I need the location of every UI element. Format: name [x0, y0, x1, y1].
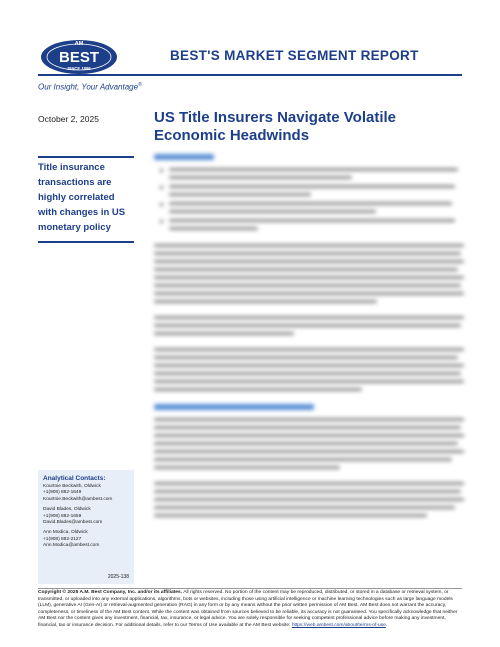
copyright-bold: Copyright © 2025 A.M. Best Company, Inc. and/or its affiliates. [38, 590, 183, 595]
tagline-registered-mark: ® [138, 82, 142, 88]
contact-name: Ann Modica, Oldwick [43, 530, 88, 536]
contact-entry [43, 484, 129, 503]
paragraph [154, 482, 464, 517]
logo-best-text: BEST [58, 49, 100, 66]
contact-entry [43, 507, 129, 526]
pullquote: Title insurance transactions are highly correlated with changes in US monetary policy [38, 162, 126, 233]
paragraph [154, 348, 464, 391]
pullquote-top-rule [38, 156, 134, 158]
contact-name: David Blades, Oldwick [43, 507, 91, 513]
contact-email[interactable]: Ann.Modica@ambest.com [43, 543, 100, 549]
report-date: October 2, 2025 [38, 114, 99, 124]
bullet-item [154, 168, 464, 184]
copyright-end: . [385, 622, 388, 628]
logo-am-text: AM [74, 41, 84, 47]
tagline-text: Our Insight, Your Advantage [38, 82, 139, 92]
report-series-title: BEST'S MARKET SEGMENT REPORT [170, 48, 419, 63]
pullquote-bottom-rule [38, 241, 134, 243]
key-takeaways-heading-blurred [154, 154, 214, 160]
footer-divider [38, 588, 462, 589]
article-body-blurred [154, 154, 464, 522]
contact-phone: +1(908) 882-1649 [43, 490, 82, 496]
copyright-notice [38, 590, 464, 630]
bullet-item [154, 202, 464, 218]
analytical-contacts-box [38, 470, 134, 584]
contact-entry [43, 530, 129, 549]
contact-phone: +1(908) 882-2127 [43, 536, 82, 542]
paragraph [154, 316, 464, 335]
contact-email[interactable]: Kourtnie.Beckwith@ambest.com [43, 496, 113, 502]
contacts-title: Analytical Contacts: [43, 475, 106, 482]
report-number: 2025-138 [107, 574, 129, 580]
copyright-text: All rights reserved. No portion of the content may be reproduced, distributed, or stored in a database or retrieval system, or transmitted, or uploaded into any external applications, algorithms, bots or websites, including those using artificial intelligence or machine learning technologies such as large language models (LLM), generative AI (Gen-AI) or retrieval-augmented generation (RAG) in any form or by any means without the prior written permission of AM Best. AM Best does not warrant the accuracy, completeness, or timeliness of the AM Best content. While the content was obtained from sources believed to be reliable, its accuracy is not guaranteed. You specifically acknowledge that neither AM Best nor the content gives any investment, financial, tax, insurance, or legal advice. You are solely responsible for seeking competent professional advice before making any investment, financial, tax or insurance decision. For additional details, refer to our Terms of Use available at the AM Best website: [38, 590, 458, 628]
section-heading-blurred [154, 404, 314, 410]
logo-since-text: SINCE 1899 [67, 66, 91, 71]
contact-name: Kourtnie Beckwith, Oldwick [43, 484, 101, 489]
terms-of-use-link[interactable]: https://web.ambest.com/about/terms-of-use [291, 622, 386, 628]
paragraph [154, 418, 464, 469]
contact-phone: +1(908) 882-1659 [43, 513, 82, 519]
bullet-item [154, 185, 464, 201]
paragraph [154, 244, 464, 303]
bullet-item [154, 219, 464, 235]
article-headline: US Title Insurers Navigate Volatile Economic Headwinds [154, 109, 397, 144]
header-divider [38, 74, 462, 76]
contact-email[interactable]: David.Blades@ambest.com [43, 520, 103, 526]
brand-tagline [38, 82, 142, 92]
